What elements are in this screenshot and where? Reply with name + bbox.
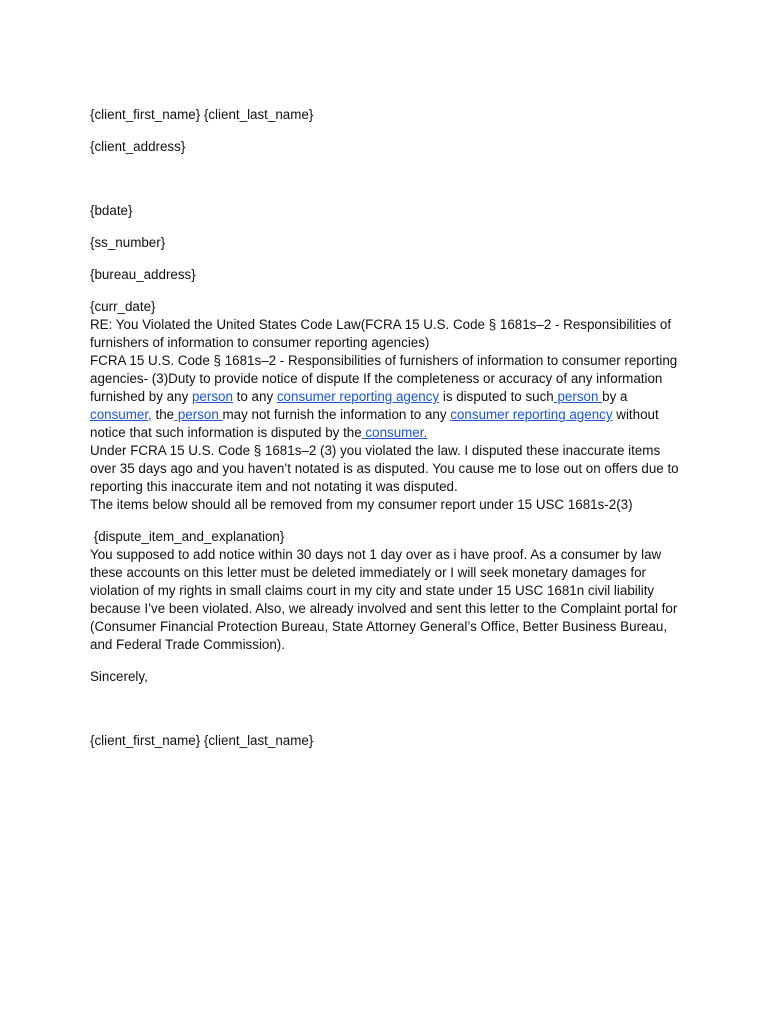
client-name-header: {client_first_name} {client_last_name} (90, 107, 314, 122)
person-link[interactable]: person (553, 389, 603, 404)
person-link[interactable]: person (191, 389, 233, 404)
items-intro: The items below should all be removed from my consumer report under 15 USC 1681s-2(3) (90, 497, 633, 512)
consumer-reporting-agency-link[interactable]: consumer reporting agency (276, 389, 440, 404)
letter-page (90, 106, 680, 750)
fcra-text-5: the (151, 407, 175, 422)
consumer-link[interactable]: consumer. (361, 425, 428, 440)
person-link[interactable]: person (174, 407, 223, 422)
fcra-text-2: to any (232, 389, 277, 404)
client-name-signature: {client_first_name} {client_last_name} (90, 733, 314, 748)
consumer-reporting-agency-link[interactable]: consumer reporting agency (450, 407, 613, 422)
fcra-paragraph (90, 352, 680, 442)
client-address: {client_address} (90, 139, 186, 154)
closing: Sincerely, (90, 669, 148, 684)
ss-number: {ss_number} (90, 235, 166, 250)
re-line: RE: You Violated the United States Code Law(FCRA 15 U.S. Code § 1681s–2 - Responsibilities of furnishers of information to consumer reporting agencies) (90, 317, 672, 350)
fcra-text-3: is disputed to such (439, 389, 554, 404)
fcra-text-4: by a (602, 389, 628, 404)
fcra-text-7: without notice that such information is disputed by the (90, 407, 659, 440)
violation-paragraph: Under FCRA 15 U.S. Code § 1681s–2 (3) you violated the law. I disputed these inaccurate items over 35 days ago and you haven’t notated is as disputed. You cause me to lose out on offers due to reporting this inaccurate item and not notating it was disputed. (90, 443, 679, 494)
consumer-link[interactable]: consumer, (90, 407, 152, 422)
fcra-text-1: FCRA 15 U.S. Code § 1681s–2 - Responsibilities of furnishers of information to consumer reporting agencies- (3)Duty to provide notice of dispute If the completeness or accuracy of any information furnished by any (90, 353, 678, 404)
current-date: {curr_date} (90, 299, 156, 314)
bureau-address: {bureau_address} (90, 267, 196, 282)
dispute-items-placeholder: {dispute_item_and_explanation} (90, 529, 285, 544)
birth-date: {bdate} (90, 203, 133, 218)
fcra-text-6: may not furnish the information to any (222, 407, 451, 422)
notice-paragraph: You supposed to add notice within 30 days not 1 day over as i have proof. As a consumer by law these accounts on this letter must be deleted immediately or I will seek monetary damages for violation of my rights in small claims court in my city and state under 15 USC 1681n civil liability because I’ve been violated. Also, we already involved and sent this letter to the Complaint portal for (Consumer Financial Protection Bureau, State Attorney General’s Office, Better Business Bureau, and Federal Trade Commission). (90, 547, 678, 652)
